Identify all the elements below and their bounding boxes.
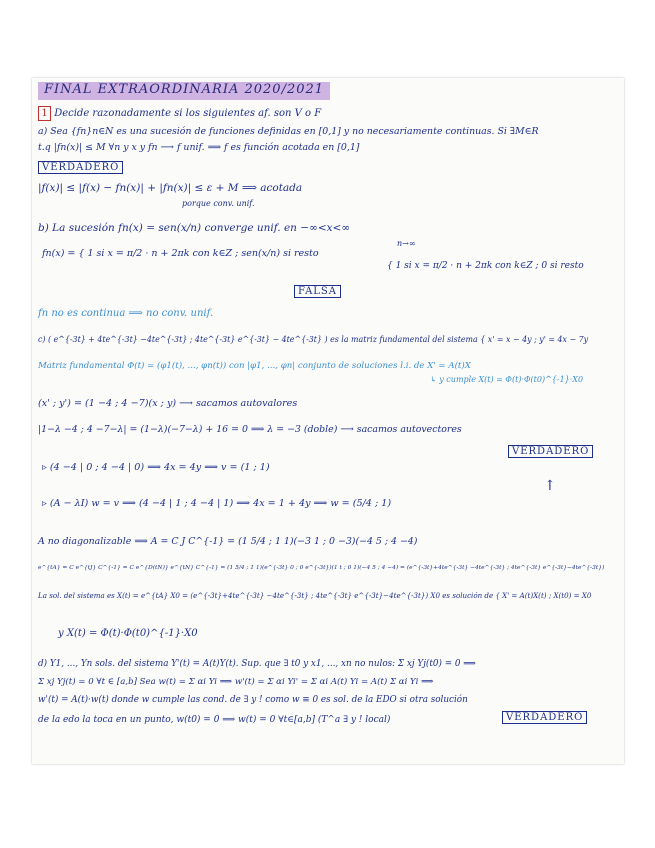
part-a-statement: a) Sea {fn}n∈N es una sucesión de funciones definidas en [0,1] y no necesariamente continuas. Si ∃M∈R bbox=[38, 126, 539, 137]
item-number-box: 1 bbox=[38, 106, 51, 121]
part-c-solution: La sol. del sistema es X(t) = e^{tA} X0 = (e^{-3t}+4te^{-3t} −4te^{-3t} ; 4te^{-3t} e^{-3t}−4te^{-3t}) X0 es solución de { X' = A(t)X(t) ; X(t0) = X0 bbox=[38, 591, 592, 600]
answer-box-true-a: VERDADERO bbox=[38, 161, 123, 174]
part-a-hypothesis: t.q |fn(x)| ≤ M ∀n y x y fn ⟶ f unif. ⟹ f es función acotada en [0,1] bbox=[38, 142, 360, 153]
part-c-fundamental: y X(t) = Φ(t)·Φ(t0)^{-1}·X0 bbox=[58, 628, 198, 639]
arrow-up-icon: ↑ bbox=[544, 478, 556, 494]
part-d-answer bbox=[502, 712, 587, 724]
part-c-exponential: e^{tA} = C e^{tJ} C^{-1} = C e^{D(tN)} e^{tN} C^{-1} = (1 5/4 ; 1 1)(e^{-3t} 0 ; 0 e^{-3t})(1 t ; 0 1)(−4 5 ; 4 −4) = (e^{-3t}+4te^{-3t} −4te^{-3t} ; 4te^{-3t} e^{-3t}−4te^{-3t}) bbox=[38, 565, 605, 571]
part-b-limit: { 1 si x = π/2 · n + 2πk con k∈Z ; 0 si resto bbox=[387, 261, 584, 271]
part-c-eigenvalues: |1−λ −4 ; 4 −7−λ| = (1−λ)(−7−λ) + 16 = 0 ⟹ λ = −3 (doble) ⟶ sacamos autovectores bbox=[38, 424, 462, 435]
part-b-statement: b) La sucesión fn(x) = sen(x/n) converge unif. en −∞<x<∞ bbox=[38, 222, 351, 234]
part-a-proof: |f(x)| ≤ |f(x) − fn(x)| + |fn(x)| ≤ ε + M ⟹ acotada bbox=[38, 182, 303, 194]
part-c-formula: ↳ y cumple X(t) = Φ(t)·Φ(t0)^{-1}·X0 bbox=[430, 375, 584, 384]
part-a-answer bbox=[38, 162, 123, 174]
answer-box-true-d: VERDADERO bbox=[502, 711, 587, 724]
part-c-eigenvector: ▹ (4 −4 | 0 ; 4 −4 | 0) ⟹ 4x = 4y ⟹ v = (1 ; 1) bbox=[42, 462, 270, 473]
intro-text: Decide razonadamente si los siguientes af. son V o F bbox=[54, 108, 322, 119]
notes-page bbox=[32, 78, 624, 764]
part-c-system: (x' ; y') = (1 −4 ; 4 −7)(x ; y) ⟶ sacamos autovalores bbox=[38, 398, 298, 409]
part-b-limit-label: n→∞ bbox=[397, 239, 416, 248]
part-c-statement: c) ( e^{-3t} + 4te^{-3t} −4te^{-3t} ; 4te^{-3t} e^{-3t} − 4te^{-3t} ) es la matriz fundamental del sistema { x' = x − 4y ; y' = 4x − 7y bbox=[38, 335, 589, 344]
part-d-linear-combination: Σ xj Yj(t) = 0 ∀t ∈ [a,b] Sea w(t) = Σ αi Yi ⟹ w'(t) = Σ αi Yi' = Σ αi A(t) Yi = A(t) Σ αi Yi ⟹ bbox=[38, 677, 434, 687]
part-c-jordan: A no diagonalizable ⟹ A = C J C^{-1} = (1 5/4 ; 1 1)(−3 1 ; 0 −3)(−4 5 ; 4 −4) bbox=[38, 536, 418, 547]
answer-box-false-b: FALSA bbox=[294, 285, 341, 298]
part-d-uniqueness: w'(t) = A(t)·w(t) donde w cumple las cond. de ∃ y ! como w ≡ 0 es sol. de la EDO si otra solución bbox=[38, 695, 468, 705]
answer-box-true-c: VERDADERO bbox=[508, 445, 593, 458]
part-b-justification: fn no es continua ⟹ no conv. unif. bbox=[38, 308, 214, 319]
part-d-conclusion: de la edo la toca en un punto, w(t0) = 0 ⟹ w(t) = 0 ∀t∈[a,b] (T^a ∃ y ! local) bbox=[38, 715, 391, 725]
page-title: FINAL EXTRAORDINARIA 2020/2021 bbox=[38, 82, 330, 100]
part-d-statement: d) Y1, ..., Yn sols. del sistema Y'(t) = A(t)Y(t). Sup. que ∃ t0 y x1, ..., xn no nulos: Σ xj Yj(t0) = 0 ⟹ bbox=[38, 659, 476, 669]
part-c-generalized-vector: ▹ (A − λI) w = v ⟹ (4 −4 | 1 ; 4 −4 | 1) ⟹ 4x = 1 + 4y ⟹ w = (5/4 ; 1) bbox=[42, 498, 392, 509]
part-b-answer bbox=[294, 286, 341, 298]
question-intro bbox=[38, 106, 321, 121]
part-b-piecewise: fn(x) = { 1 si x = π/2 · n + 2πk con k∈Z ; sen(x/n) si resto bbox=[42, 248, 319, 259]
part-a-note: porque conv. unif. bbox=[182, 199, 255, 208]
part-c-definition: Matriz fundamental Φ(t) = (φ1(t), ..., φn(t)) con |φ1, ..., φn| conjunto de soluciones l.i. de X' = A(t)X bbox=[38, 361, 471, 371]
part-c-answer bbox=[508, 446, 593, 458]
